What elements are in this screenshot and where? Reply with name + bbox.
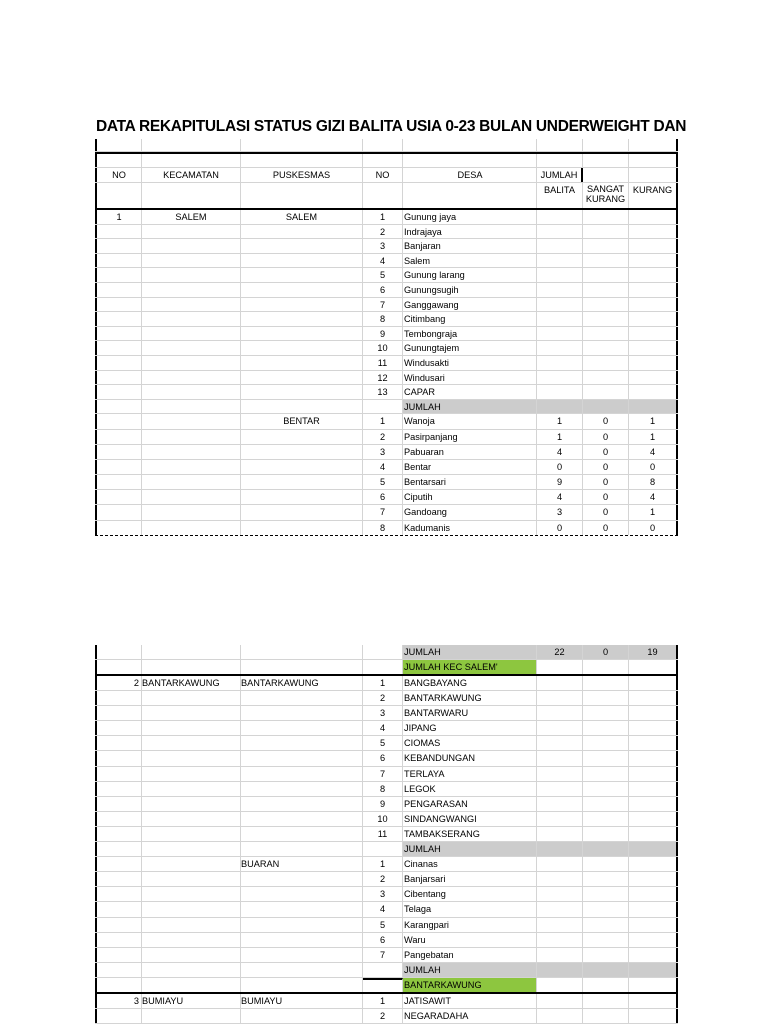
kecamatan-name: BUMIAYU [142, 994, 241, 1008]
kecamatan-no: 3 [95, 994, 142, 1008]
balita-count: 1 [537, 414, 583, 428]
village-no: 4 [363, 254, 403, 268]
sangat-kurang-count: 0 [583, 475, 629, 489]
village-no: 1 [363, 857, 403, 871]
village-name: BANGBAYANG [403, 676, 537, 690]
kecamatan-total-label: BANTARKAWUNG [403, 978, 537, 992]
kecamatan-total-row [95, 660, 678, 676]
kecamatan-no: 1 [95, 210, 142, 224]
village-name: Indrajaya [403, 225, 537, 239]
village-name: Gandoang [403, 505, 537, 519]
sangat-kurang-count: 0 [583, 505, 629, 519]
village-name: Gunung jaya [403, 210, 537, 224]
table-row [95, 857, 678, 872]
table-row [95, 521, 678, 536]
village-no: 5 [363, 736, 403, 750]
table-row [95, 812, 678, 827]
kecamatan-no: 2 [95, 676, 142, 690]
village-no: 9 [363, 327, 403, 341]
village-name: Pabuaran [403, 445, 537, 459]
village-no: 1 [363, 210, 403, 224]
village-name: Wanoja [403, 414, 537, 428]
village-name: Karangpari [403, 918, 537, 932]
village-name: BANTARWARU [403, 706, 537, 720]
header-no-desa: NO [363, 168, 403, 182]
village-no: 5 [363, 268, 403, 282]
table-row [95, 225, 678, 240]
table-row [95, 312, 678, 327]
table-row [95, 239, 678, 254]
kurang-count: 1 [629, 414, 678, 428]
village-no: 7 [363, 767, 403, 781]
balita-count: 1 [537, 430, 583, 444]
village-no: 3 [363, 706, 403, 720]
recap-table-page-2 [95, 645, 678, 1024]
village-name: CIOMAS [403, 736, 537, 750]
puskesmas-name: BUARAN [241, 857, 363, 871]
village-name: Banjarsari [403, 872, 537, 886]
village-no: 5 [363, 918, 403, 932]
village-no: 3 [363, 239, 403, 253]
kurang-count: 0 [629, 521, 678, 535]
table-row [95, 490, 678, 505]
village-name: Pangebatan [403, 948, 537, 962]
table-row [95, 736, 678, 751]
table-row [95, 948, 678, 963]
village-name: Cinanas [403, 857, 537, 871]
jumlah-label: JUMLAH [403, 645, 537, 659]
kurang-count: 8 [629, 475, 678, 489]
balita-count: 9 [537, 475, 583, 489]
village-name: Cibentang [403, 887, 537, 901]
village-no: 1 [363, 994, 403, 1008]
village-name: Ciputih [403, 490, 537, 504]
village-name: Gunungsugih [403, 283, 537, 297]
village-no: 4 [363, 721, 403, 735]
kecamatan-total-label: JUMLAH KEC SALEM' [403, 660, 537, 674]
jumlah-row [95, 842, 678, 857]
sangat-kurang-count: 0 [583, 445, 629, 459]
table-row [95, 887, 678, 902]
balita-count: 0 [537, 460, 583, 474]
header-balita: BALITA [537, 183, 583, 208]
table-row [95, 283, 678, 298]
table-row [95, 385, 678, 400]
table-row [95, 994, 678, 1009]
table-row [95, 691, 678, 706]
table-row [95, 1009, 678, 1024]
puskesmas-name: BANTARKAWUNG [241, 676, 363, 690]
village-name: CAPAR [403, 385, 537, 399]
village-name: Windusari [403, 371, 537, 385]
header-kecamatan: KECAMATAN [142, 168, 241, 182]
balita-count: 3 [537, 505, 583, 519]
village-no: 3 [363, 887, 403, 901]
village-name: Gunung larang [403, 268, 537, 282]
village-no: 5 [363, 475, 403, 489]
balita-total: 22 [537, 645, 583, 659]
kurang-total: 19 [629, 645, 678, 659]
kecamatan-name: BANTARKAWUNG [142, 676, 241, 690]
village-no: 1 [363, 414, 403, 428]
header-row-1 [95, 168, 678, 183]
balita-count: 4 [537, 445, 583, 459]
village-name: TAMBAKSERANG [403, 827, 537, 841]
village-name: Bentar [403, 460, 537, 474]
table-row [95, 254, 678, 269]
table-row [95, 721, 678, 736]
recap-table-page-1 [95, 139, 678, 536]
village-name: Citimbang [403, 312, 537, 326]
sangat-kurang-total: 0 [583, 645, 629, 659]
table-row [95, 371, 678, 386]
village-no: 3 [363, 445, 403, 459]
village-no: 12 [363, 371, 403, 385]
table-row [95, 430, 678, 445]
kurang-count: 0 [629, 460, 678, 474]
village-no: 7 [363, 948, 403, 962]
sangat-kurang-count: 0 [583, 490, 629, 504]
village-name: SINDANGWANGI [403, 812, 537, 826]
balita-count: 4 [537, 490, 583, 504]
jumlah-row [95, 963, 678, 978]
sangat-kurang-count: 0 [583, 460, 629, 474]
village-name: Telaga [403, 902, 537, 916]
village-no: 2 [363, 430, 403, 444]
header-desa: DESA [403, 168, 537, 182]
village-no: 4 [363, 902, 403, 916]
table-row [95, 210, 678, 225]
table-row [95, 505, 678, 520]
village-name: Gunungtajem [403, 341, 537, 355]
village-name: JATISAWIT [403, 994, 537, 1008]
village-name: TERLAYA [403, 767, 537, 781]
sangat-kurang-count: 0 [583, 521, 629, 535]
table-row [95, 298, 678, 313]
header-kurang: KURANG [629, 183, 678, 208]
village-no: 6 [363, 283, 403, 297]
puskesmas-name: BUMIAYU [241, 994, 363, 1008]
village-name: Windusakti [403, 356, 537, 370]
jumlah-label: JUMLAH [403, 963, 537, 977]
table-row [95, 767, 678, 782]
village-no: 11 [363, 356, 403, 370]
village-name: LEGOK [403, 782, 537, 796]
table-row [95, 827, 678, 842]
village-name: NEGARADAHA [403, 1009, 537, 1023]
spacer-row [95, 139, 678, 152]
village-no: 7 [363, 298, 403, 312]
village-no: 6 [363, 933, 403, 947]
table-row [95, 475, 678, 490]
puskesmas-name: SALEM [241, 210, 363, 224]
header-row-2 [95, 183, 678, 210]
table-row [95, 414, 678, 429]
village-no: 13 [363, 385, 403, 399]
kurang-count: 1 [629, 505, 678, 519]
village-no: 2 [363, 691, 403, 705]
header-jumlah: JUMLAH [537, 168, 583, 182]
sangat-kurang-count: 0 [583, 414, 629, 428]
village-name: Bentarsari [403, 475, 537, 489]
table-row [95, 918, 678, 933]
village-no: 1 [363, 676, 403, 690]
header-no: NO [95, 168, 142, 182]
balita-count: 0 [537, 521, 583, 535]
table-row [95, 268, 678, 283]
table-row [95, 460, 678, 475]
puskesmas-name: BENTAR [241, 414, 363, 428]
village-name: JIPANG [403, 721, 537, 735]
village-name: Pasirpanjang [403, 430, 537, 444]
sangat-kurang-count: 0 [583, 430, 629, 444]
village-name: Banjaran [403, 239, 537, 253]
header-sangat-kurang: SANGAT KURANG [583, 183, 629, 208]
page-title: DATA REKAPITULASI STATUS GIZI BALITA USIA 0-23 BULAN UNDERWEIGHT DAN [96, 118, 686, 135]
village-name: Waru [403, 933, 537, 947]
village-name: PENGARASAN [403, 797, 537, 811]
table-row [95, 933, 678, 948]
table-row [95, 902, 678, 917]
kecamatan-name: SALEM [142, 210, 241, 224]
kecamatan-total-row [95, 978, 678, 994]
jumlah-row [95, 645, 678, 660]
table-row [95, 327, 678, 342]
village-no: 7 [363, 505, 403, 519]
village-name: BANTARKAWUNG [403, 691, 537, 705]
village-no: 4 [363, 460, 403, 474]
village-no: 2 [363, 872, 403, 886]
kurang-count: 4 [629, 445, 678, 459]
table-row [95, 797, 678, 812]
jumlah-row [95, 400, 678, 415]
village-no: 10 [363, 341, 403, 355]
table-row [95, 341, 678, 356]
village-name: KEBANDUNGAN [403, 751, 537, 765]
village-name: Salem [403, 254, 537, 268]
table-row [95, 445, 678, 460]
table-row [95, 872, 678, 887]
village-name: Ganggawang [403, 298, 537, 312]
jumlah-label: JUMLAH [403, 400, 537, 414]
village-no: 11 [363, 827, 403, 841]
village-no: 8 [363, 782, 403, 796]
table-row [95, 782, 678, 797]
village-name: Kadumanis [403, 521, 537, 535]
kurang-count: 4 [629, 490, 678, 504]
village-no: 2 [363, 1009, 403, 1023]
table-row [95, 751, 678, 766]
village-no: 6 [363, 490, 403, 504]
village-no: 8 [363, 312, 403, 326]
spacer-row [95, 152, 678, 168]
table-row [95, 706, 678, 721]
village-no: 8 [363, 521, 403, 535]
header-puskesmas: PUSKESMAS [241, 168, 363, 182]
village-no: 10 [363, 812, 403, 826]
village-no: 6 [363, 751, 403, 765]
kurang-count: 1 [629, 430, 678, 444]
village-name: Tembongraja [403, 327, 537, 341]
village-no: 2 [363, 225, 403, 239]
jumlah-label: JUMLAH [403, 842, 537, 856]
village-no: 9 [363, 797, 403, 811]
table-row [95, 356, 678, 371]
table-row [95, 676, 678, 691]
